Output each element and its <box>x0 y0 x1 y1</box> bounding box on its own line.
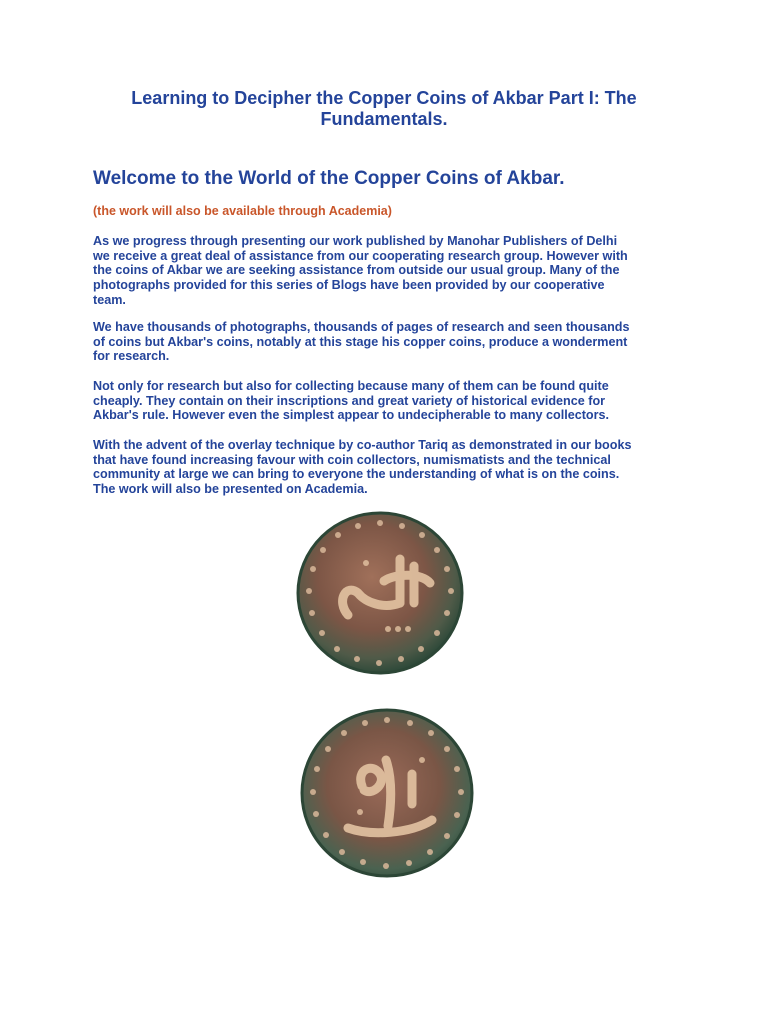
document-title <box>90 88 678 130</box>
text-line: team. <box>93 292 126 307</box>
text-line: for research. <box>93 349 170 364</box>
text-line: As we progress through presenting our work published by Manohar Publishers of Delhi <box>93 234 618 248</box>
coin-obverse-image <box>296 511 464 675</box>
text-line: cheaply. They contain on their inscriptions and great variety of historical evidence for <box>93 393 606 408</box>
academia-note: (the work will also be available through Academia) <box>93 204 392 218</box>
text-line: we receive a great deal of assistance from our cooperating research group. However with <box>93 248 628 263</box>
paragraph <box>93 320 693 364</box>
text-line: of coins but Akbar's coins, notably at this stage his copper coins, produce a wonderment <box>93 334 628 349</box>
title-line: Learning to Decipher the Copper Coins of Akbar Part I: The <box>131 88 637 108</box>
text-line: Akbar's rule. However even the simplest appear to undecipherable to many collectors. <box>93 408 610 423</box>
coin-reverse-image <box>300 708 474 878</box>
paragraph <box>93 234 693 308</box>
paragraph <box>93 438 693 497</box>
title-line: Fundamentals. <box>320 109 448 129</box>
text-line: the coins of Akbar we are seeking assistance from outside our usual group. Many of the <box>93 263 620 278</box>
text-line: With the advent of the overlay technique by co-author Tariq as demonstrated in our books <box>93 438 632 452</box>
text-line: The work will also be presented on Academia. <box>93 482 368 497</box>
text-line: We have thousands of photographs, thousands of pages of research and seen thousands <box>93 320 630 334</box>
text-line: community at large we can bring to everyone the understanding of what is on the coins. <box>93 467 620 482</box>
paragraph <box>93 379 693 423</box>
text-line: that have found increasing favour with coin collectors, numismatists and the technical <box>93 452 611 467</box>
section-heading: Welcome to the World of the Copper Coins of Akbar. <box>93 168 565 189</box>
text-line: photographs provided for this series of Blogs have been provided by our cooperative <box>93 278 605 293</box>
text-line: Not only for research but also for collecting because many of them can be found quite <box>93 379 609 393</box>
